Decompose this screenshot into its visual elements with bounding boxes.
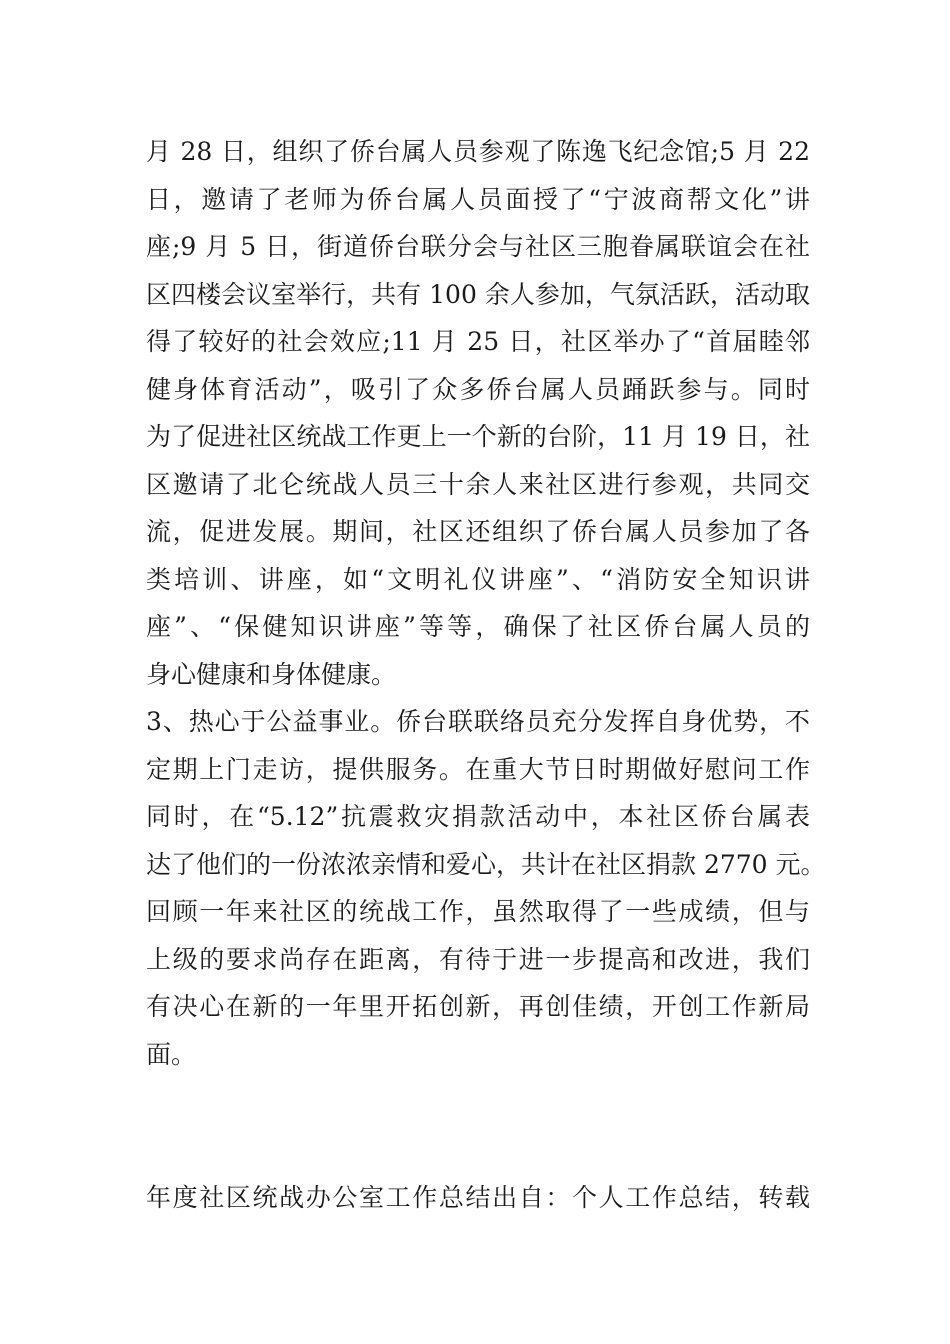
text-line: 定期上门走访，提供服务。在重大节日时期做好慰问工作 <box>146 754 810 784</box>
text-line: 身心健康和身体健康。 <box>146 659 397 689</box>
source-note-text: 年度社区统战办公室工作总结出自：个人工作总结，转载 <box>146 1183 810 1212</box>
paragraph-activities <box>146 128 810 698</box>
text-line: 健身体育活动”，吸引了众多侨台属人员踊跃参与。同时 <box>146 374 810 404</box>
text-line: 得了较好的社会效应;11 月 25 日，社区举办了“首届睦邻 <box>146 327 810 356</box>
text-line: 为了促进社区统战工作更上一个新的台阶，11 月 19 日，社 <box>146 422 810 451</box>
text-line: 上级的要求尚存在距离，有待于进一步提高和改进，我们 <box>146 944 810 974</box>
text-line: 日，邀请了老师为侨台属人员面授了“宁波商帮文化”讲 <box>146 184 810 214</box>
text-line: 座;9 月 5 日，街道侨台联分会与社区三胞眷属联谊会在社 <box>146 232 810 261</box>
source-note <box>146 1174 810 1222</box>
text-line: 流，促进发展。期间，社区还组织了侨台属人员参加了各 <box>146 517 810 546</box>
paragraph-public-welfare <box>146 698 826 1078</box>
text-line: 同时，在“5.12”抗震救灾捐款活动中，本社区侨台属表 <box>146 802 810 831</box>
text-line: 有决心在新的一年里开拓创新，再创佳绩，开创工作新局 <box>146 992 810 1021</box>
text-line: 达了他们的一份浓浓亲情和爱心，共计在社区捐款 2770 元。 <box>146 849 826 879</box>
text-line: 区四楼会议室举行，共有 100 余人参加，气氛活跃，活动取 <box>146 279 810 309</box>
text-line: 回顾一年来社区的统战工作，虽然取得了一些成绩，但与 <box>146 897 810 926</box>
text-line: 区邀请了北仑统战人员三十余人来社区进行参观，共同交 <box>146 469 810 499</box>
document-body <box>146 128 826 1078</box>
text-line: 类培训、讲座，如“文明礼仪讲座”、“消防安全知识讲 <box>146 564 810 594</box>
text-line: 座”、“保健知识讲座”等等，确保了社区侨台属人员的 <box>146 612 810 641</box>
text-line: 3、热心于公益事业。侨台联联络员充分发挥自身优势，不 <box>146 707 810 736</box>
text-line: 面。 <box>146 1039 197 1069</box>
text-line: 月 28 日，组织了侨台属人员参观了陈逸飞纪念馆;5 月 22 <box>146 137 810 166</box>
